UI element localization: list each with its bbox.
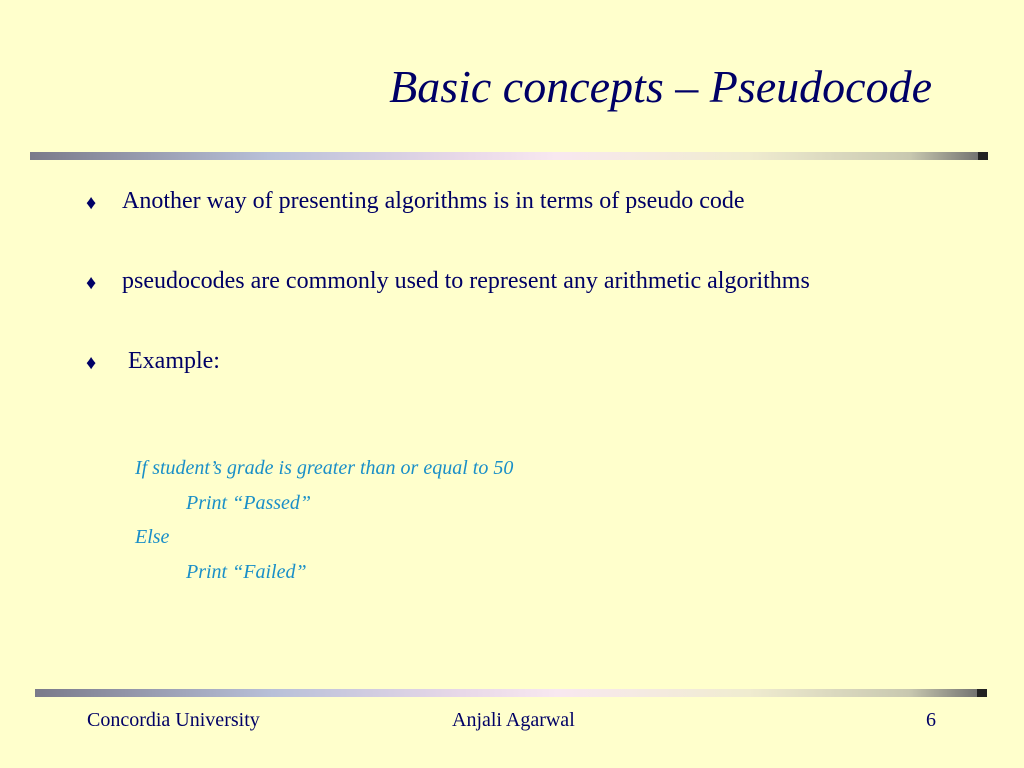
pseudocode-example [135,451,513,589]
page-number: 6 [926,709,936,731]
footer-author: Anjali Agarwal [452,709,575,731]
top-divider [30,152,986,160]
footer-institution: Concordia University [87,709,260,731]
code-line: Else [135,526,170,548]
code-line: Print “Failed” [186,560,307,583]
diamond-bullet-icon: ♦ [86,272,97,294]
bullet-item [86,346,906,377]
diamond-bullet-icon: ♦ [86,192,97,214]
bullet-text: Another way of presenting algorithms is in terms of pseudo code [122,188,745,214]
bottom-divider [35,689,985,697]
bullet-item [86,186,906,217]
diamond-bullet-icon: ♦ [86,352,97,374]
bullet-list [86,186,906,377]
code-line: If student’s grade is greater than or equal to 50 [135,457,514,479]
slide-title: Basic concepts – Pseudocode [389,61,932,112]
bullet-text: pseudocodes are commonly used to represent any arithmetic algorithms [122,268,810,294]
code-line: Print “Passed” [186,491,312,514]
bullet-text: Example: [122,348,220,374]
bullet-item [86,266,906,297]
